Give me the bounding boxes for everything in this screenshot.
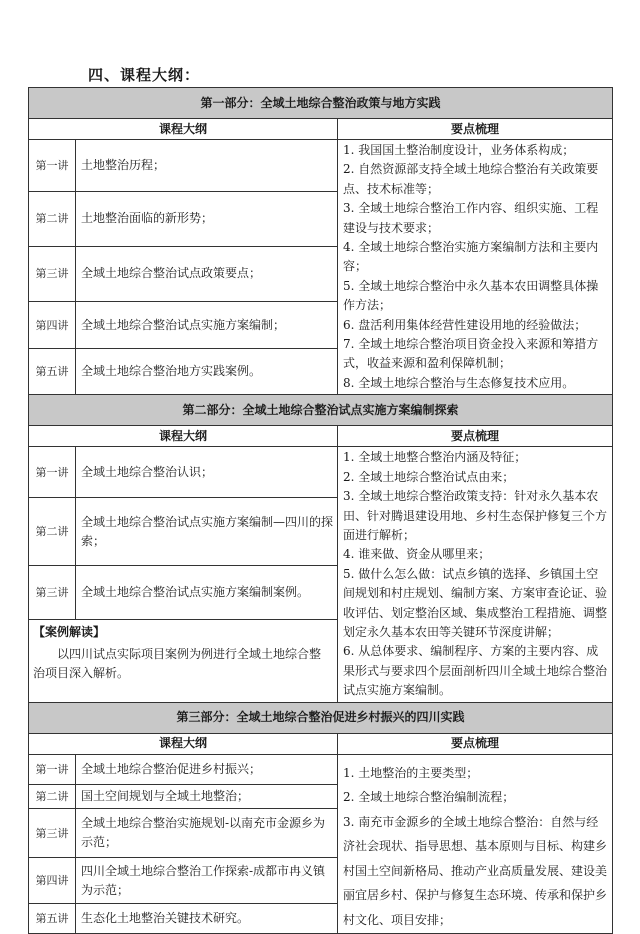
key-points-header: 要点梳理 xyxy=(338,426,613,447)
lecture-label: 第四讲 xyxy=(29,301,76,348)
key-point: 1. 我国国土整治制度设计，业务体系构成； xyxy=(343,143,575,157)
key-point: 4. 谁来做、资金从哪里来； xyxy=(343,547,491,562)
key-point: 2. 全域土地综合整治编制流程； xyxy=(343,790,515,805)
part-3-key-points xyxy=(338,754,613,934)
outline-header: 课程大纲 xyxy=(29,119,338,140)
part-3-column-headers xyxy=(29,733,613,754)
key-point: 7. 全域土地综合整治项目资金投入来源和筹措方式，收益来源和盈利保障机制； xyxy=(343,337,599,371)
lecture-topic: 全域土地综合整治试点政策要点； xyxy=(76,246,338,301)
lecture-topic: 全域土地综合整治试点实施方案编制； xyxy=(76,301,338,348)
key-point: 1. 全域土地整合整治内涵及特征； xyxy=(343,450,527,465)
part-1-title: 第一部分：全域土地综合整治政策与地方实践 xyxy=(29,88,613,119)
part-2-title: 第二部分：全域土地综合整治试点实施方案编制探索 xyxy=(29,395,613,426)
lecture-label: 第一讲 xyxy=(29,447,76,498)
lecture-topic: 全域土地综合整治试点实施方案编制案例。 xyxy=(76,566,338,619)
key-point: 3. 全域土地综合整治工作内容、组织实施、工程建设与技术要求； xyxy=(343,201,599,235)
lecture-topic: 土地整治面临的新形势； xyxy=(76,191,338,246)
lecture-label: 第二讲 xyxy=(29,785,76,809)
lecture-label: 第二讲 xyxy=(29,498,76,566)
key-point: 3. 全域土地综合整治政策支持：针对永久基本农田、针对腾退建设用地、乡村生态保护修复三个方面进行解析； xyxy=(343,489,608,542)
lecture-label: 第三讲 xyxy=(29,246,76,301)
key-point: 1. 土地整治的主要类型； xyxy=(343,765,479,780)
lecture-label: 第一讲 xyxy=(29,140,76,192)
part-3-title-row xyxy=(29,702,613,733)
section-heading: 四、课程大纲： xyxy=(88,66,201,84)
lecture-topic: 全域土地综合整治认识； xyxy=(76,447,338,498)
key-point: 3. 南充市金源乡的全域土地综合整治：自然与经济社会现状、指导思想、基本原则与目标、构建乡村国土空间新格局、推动产业高质量发展、建设美丽宜居乡村、保护与修复生态环境、传承和保护乡村文化、项目安排； xyxy=(343,814,608,927)
lecture-label: 第一讲 xyxy=(29,754,76,785)
part-3-title: 第三部分：全域土地综合整治促进乡村振兴的四川实践 xyxy=(29,702,613,733)
key-point: 2. 自然资源部支持全域土地综合整治有关政策要点、技术标准等； xyxy=(343,162,599,196)
part-2-key-points xyxy=(338,447,613,702)
lecture-label: 第五讲 xyxy=(29,349,76,395)
lecture-label: 第三讲 xyxy=(29,809,76,858)
lecture-topic: 生态化土地整治关键技术研究。 xyxy=(76,904,338,934)
table-row xyxy=(29,754,613,785)
course-outline-table xyxy=(28,87,612,934)
part-2-title-row xyxy=(29,395,613,426)
outline-header: 课程大纲 xyxy=(29,426,338,447)
key-points-header: 要点梳理 xyxy=(338,733,613,754)
case-study-title: 【案例解读】 xyxy=(33,624,106,639)
case-study-cell xyxy=(29,619,338,702)
lecture-topic: 四川全域土地综合整治工作探索-成都市冉义镇为示范； xyxy=(76,858,338,904)
key-point: 6. 盘活利用集体经营性建设用地的经验做法； xyxy=(343,317,587,332)
lecture-label: 第四讲 xyxy=(29,858,76,904)
key-point: 5. 全域土地综合整治中永久基本农田调整具体操作方法； xyxy=(343,278,599,313)
outline-header: 课程大纲 xyxy=(29,733,338,754)
key-points-header: 要点梳理 xyxy=(338,119,613,140)
key-point: 5. 做什么怎么做：试点乡镇的选择、乡镇国土空间规划和村庄规划、编制方案、方案审查论证、验收评估、划定整治区域、集成整治工程措施、调整划定永久基本农田等关键环节深度讲解； xyxy=(343,566,608,639)
key-point: 6. 从总体要求、编制程序、方案的主要内容、成果形式与要求四个层面剖析四川全域土地综合整治试点实施方案编制。 xyxy=(343,644,608,698)
part-2-column-headers xyxy=(29,426,613,447)
lecture-label: 第五讲 xyxy=(29,904,76,934)
key-point: 8. 全域土地综合整治与生态修复技术应用。 xyxy=(343,375,575,390)
lecture-topic: 全域土地综合整治实施规划-以南充市金源乡为示范； xyxy=(76,809,338,858)
table-row xyxy=(29,447,613,498)
lecture-topic: 全域土地综合整治试点实施方案编制—四川的探索； xyxy=(76,498,338,566)
part-1-key-points xyxy=(338,140,613,395)
lecture-label: 第二讲 xyxy=(29,191,76,246)
lecture-label: 第三讲 xyxy=(29,566,76,619)
lecture-topic: 全域土地综合整治地方实践案例。 xyxy=(76,349,338,395)
part-1-title-row xyxy=(29,88,613,119)
key-point: 2. 全域土地综合整治试点由来； xyxy=(343,469,515,484)
part-1-column-headers xyxy=(29,119,613,140)
lecture-topic: 土地整治历程； xyxy=(76,140,338,192)
lecture-topic: 国土空间规划与全域土地整治； xyxy=(76,785,338,809)
key-point: 4. 全域土地综合整治实施方案编制方法和主要内容； xyxy=(343,240,599,274)
table-row xyxy=(29,140,613,192)
lecture-topic: 全域土地综合整治促进乡村振兴； xyxy=(76,754,338,785)
case-study-body: 以四川试点实际项目案例为例进行全域土地综合整治项目深入解析。 xyxy=(33,646,322,680)
